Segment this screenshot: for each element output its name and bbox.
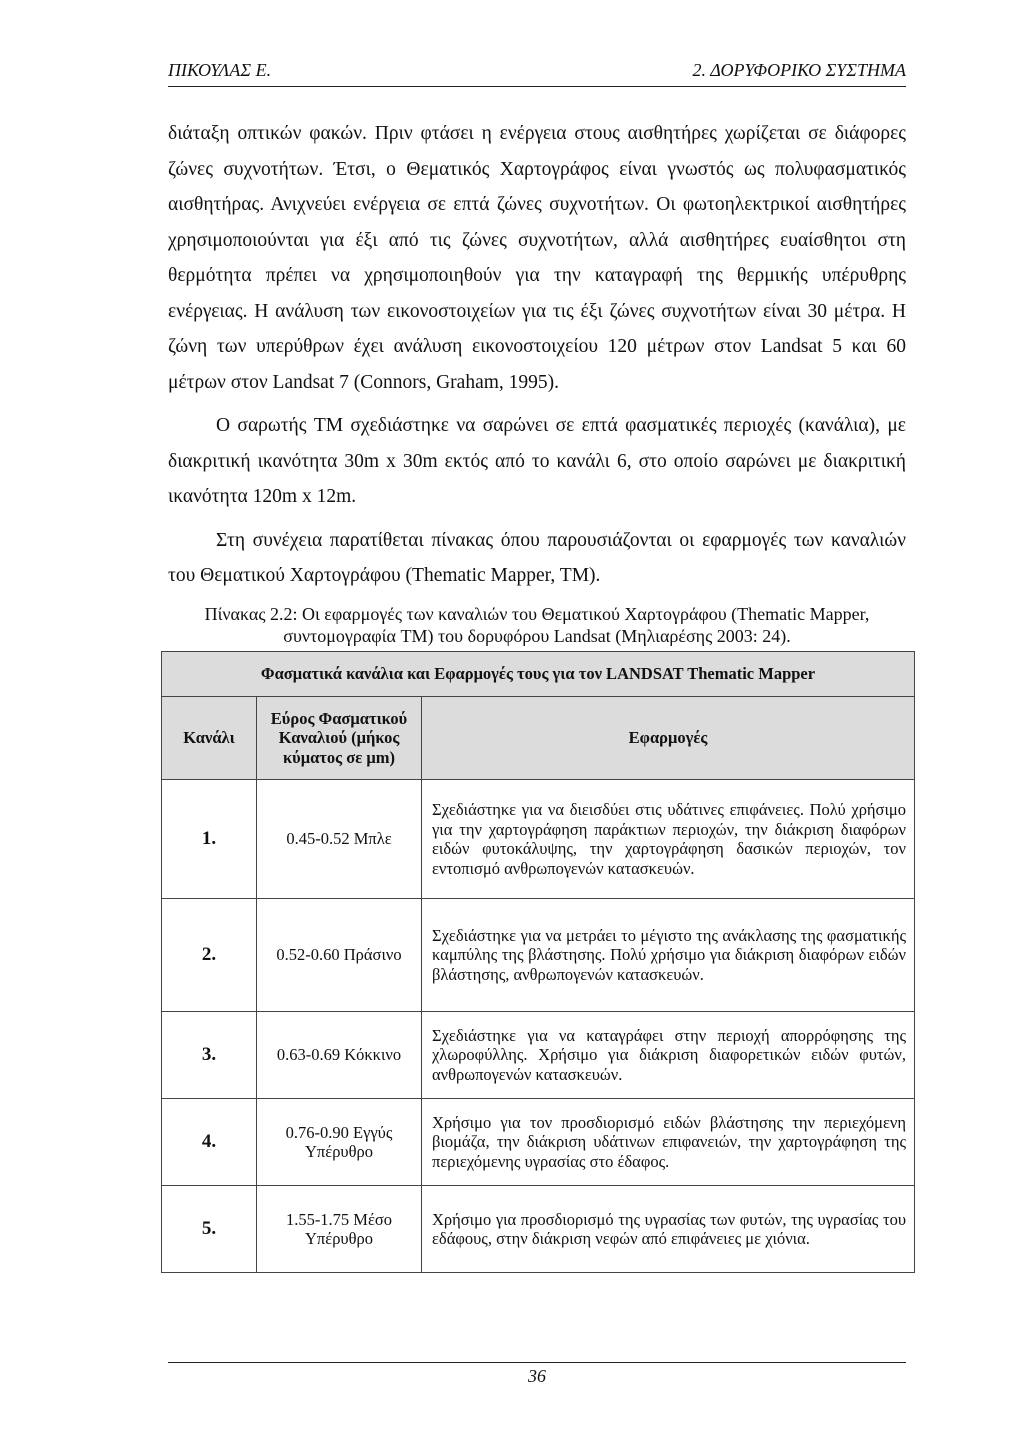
channel-range: 0.45-0.52 Μπλε [257, 780, 422, 899]
table-row [162, 1012, 915, 1099]
channel-applications: Χρήσιμο για τον προσδιορισμό ειδών βλάστησης την περιεχόμενη βιομάζα, την διάκριση υδάτινων επιφανειών, την χαρτογράφηση της περιεχόμενης υγρασίας στο έδαφος. [422, 1099, 915, 1186]
channel-range: 0.76-0.90 Εγγύς Υπέρυθρο [257, 1099, 422, 1186]
caption-line-2: συντομογραφία TM) του δορυφόρου Landsat (Μηλιαρέσης 2003: 24). [283, 626, 791, 646]
channel-range: 0.52-0.60 Πράσινο [257, 899, 422, 1012]
paragraph-1: διάταξη οπτικών φακών. Πριν φτάσει η ενέργεια στους αισθητήρες χωρίζεται σε διάφορες ζώνες συχνοτήτων. Έτσι, ο Θεματικός Χαρτογράφος είναι γνωστός ως πολυφασματικός αισθητήρας. Ανιχνεύει ενέργεια σε επτά ζώνες συχνοτήτων. Οι φωτοηλεκτρικοί αισθητήρες χρησιμοποιούνται για έξι από τις ζώνες συχνοτήτων, αλλά αισθητήρες ευαίσθητοι στη θερμότητα πρέπει να χρησιμοποιηθούν για την καταγραφή της θερμικής υπέρυθρης ενέργειας. Η ανάλυση των εικονοστοιχείων για τις έξι ζώνες συχνοτήτων είναι 30 μέτρα. Η ζώνη των υπερύθρων έχει ανάλυση εικονοστοιχείου 120 μέτρων στον Landsat 5 και 60 μέτρων στον Landsat 7 (Connors, Graham, 1995). [168, 123, 906, 393]
footer-divider [168, 1362, 906, 1363]
paragraph-2: Ο σαρωτής TM σχεδιάστηκε να σαρώνει σε επτά φασματικές περιοχές (κανάλια), με διακριτική ικανότητα 30m x 30m εκτός από το κανάλι 6, στο οποίο σαρώνει με διακριτική ικανότητα 120m x 12m. [168, 415, 906, 507]
channel-applications: Σχεδιάστηκε για να διεισδύει στις υδάτινες επιφάνειες. Πολύ χρήσιμο για την χαρτογράφηση παράκτιων περιοχών, την διάκριση διαφόρων ειδών φυτοκάλυψης, την χαρτογράφηση δασικών περιοχών, τον εντοπισμό ανθρωπογενών κατασκευών. [422, 780, 915, 899]
page-header [168, 56, 906, 87]
caption-line-1: Πίνακας 2.2: Οι εφαρμογές των καναλιών του Θεματικού Χαρτογράφου (Thematic Mapper, [204, 604, 870, 624]
page-number: 36 [528, 1366, 546, 1386]
header-chapter: 2. ΔΟΡΥΦΟΡΙΚΟ ΣΥΣΤΗΜΑ [692, 60, 906, 80]
header-channel: Κανάλι [162, 697, 257, 780]
header-range: Εύρος Φασματικού Καναλιού (μήκος κύματος σε μm) [257, 697, 422, 780]
table-row [162, 899, 915, 1012]
channel-number: 4. [162, 1099, 257, 1186]
channel-applications: Χρήσιμο για προσδιορισμό της υγρασίας των φυτών, της υγρασίας του εδάφους, στην διάκριση νεφών από επιφάνειες με χιόνια. [422, 1186, 915, 1273]
table-row [162, 1099, 915, 1186]
table-row [162, 780, 915, 899]
body-text [168, 116, 906, 594]
channel-applications: Σχεδιάστηκε για να καταγράφει στην περιοχή απορρόφησης της χλωροφύλλης. Χρήσιμο για διάκριση διαφορετικών ειδών φυτών, ανθρωπογενών κατασκευών. [422, 1012, 915, 1099]
header-applications: Εφαρμογές [422, 697, 915, 780]
table-title: Φασματικά κανάλια και Εφαρμογές τους για τον LANDSAT Thematic Mapper [162, 652, 915, 697]
channel-applications: Σχεδιάστηκε για να μετράει το μέγιστο της ανάκλασης της φασματικής καμπύλης της βλάστησης. Πολύ χρήσιμο για διάκριση διαφόρων ειδών βλάστησης, ανθρωπογενών κατασκευών. [422, 899, 915, 1012]
header-author: ΠΙΚΟΥΛΑΣ Ε. [168, 60, 272, 80]
table-caption [168, 603, 906, 647]
channel-number: 5. [162, 1186, 257, 1273]
channels-table [161, 651, 915, 1273]
channel-range: 1.55-1.75 Μέσο Υπέρυθρο [257, 1186, 422, 1273]
paragraph-3: Στη συνέχεια παρατίθεται πίνακας όπου παρουσιάζονται οι εφαρμογές των καναλιών του Θεματικού Χαρτογράφου (Thematic Mapper, TM). [168, 529, 906, 586]
channel-number: 2. [162, 899, 257, 1012]
channel-number: 1. [162, 780, 257, 899]
channel-range: 0.63-0.69 Κόκκινο [257, 1012, 422, 1099]
table-row [162, 1186, 915, 1273]
channel-number: 3. [162, 1012, 257, 1099]
